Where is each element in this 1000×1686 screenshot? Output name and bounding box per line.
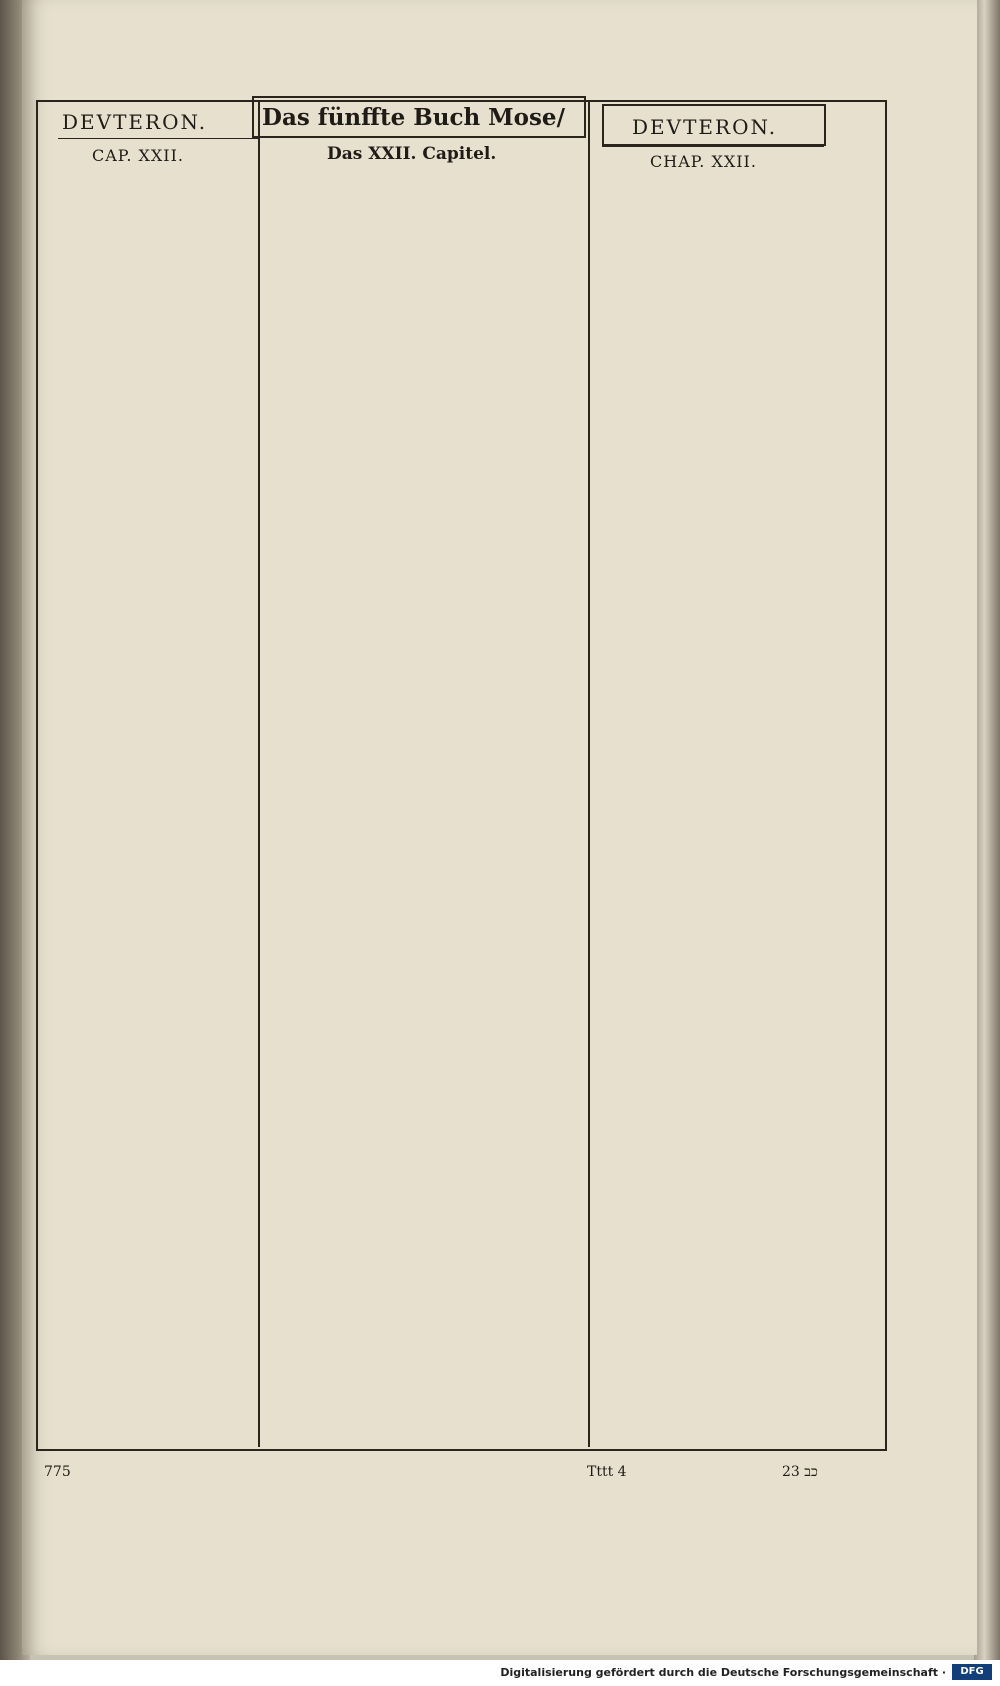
digitization-credit-bar — [0, 1660, 1000, 1686]
header-german: Das fünffte Buch Mose/ — [262, 104, 565, 131]
chapter-latin: CAP. XXII. — [92, 146, 184, 165]
french-header-rule — [602, 146, 824, 147]
book-page-edges-right — [974, 0, 1000, 1686]
digitization-credit-text: Digitalisierung gefördert durch die Deutsche Forschungsgemeinschaft · — [500, 1666, 946, 1679]
dfg-logo: DFG — [952, 1664, 992, 1680]
hebrew-chapter-mark: כב 23 — [782, 1464, 818, 1480]
column-separator-2 — [588, 100, 590, 1447]
header-latin: DEVTERON. — [62, 110, 208, 134]
chapter-german: Das XXII. Capitel. — [327, 144, 497, 164]
latin-header-rule — [58, 138, 258, 139]
book-page — [22, 0, 977, 1655]
page-number: 775 — [44, 1464, 71, 1480]
chapter-french: CHAP. XXII. — [650, 152, 757, 171]
page-outer-frame — [36, 100, 887, 1451]
signature-mark: Tttt 4 — [587, 1464, 627, 1480]
header-french: DEVTERON. — [632, 115, 778, 139]
column-separator-1 — [258, 100, 260, 1447]
